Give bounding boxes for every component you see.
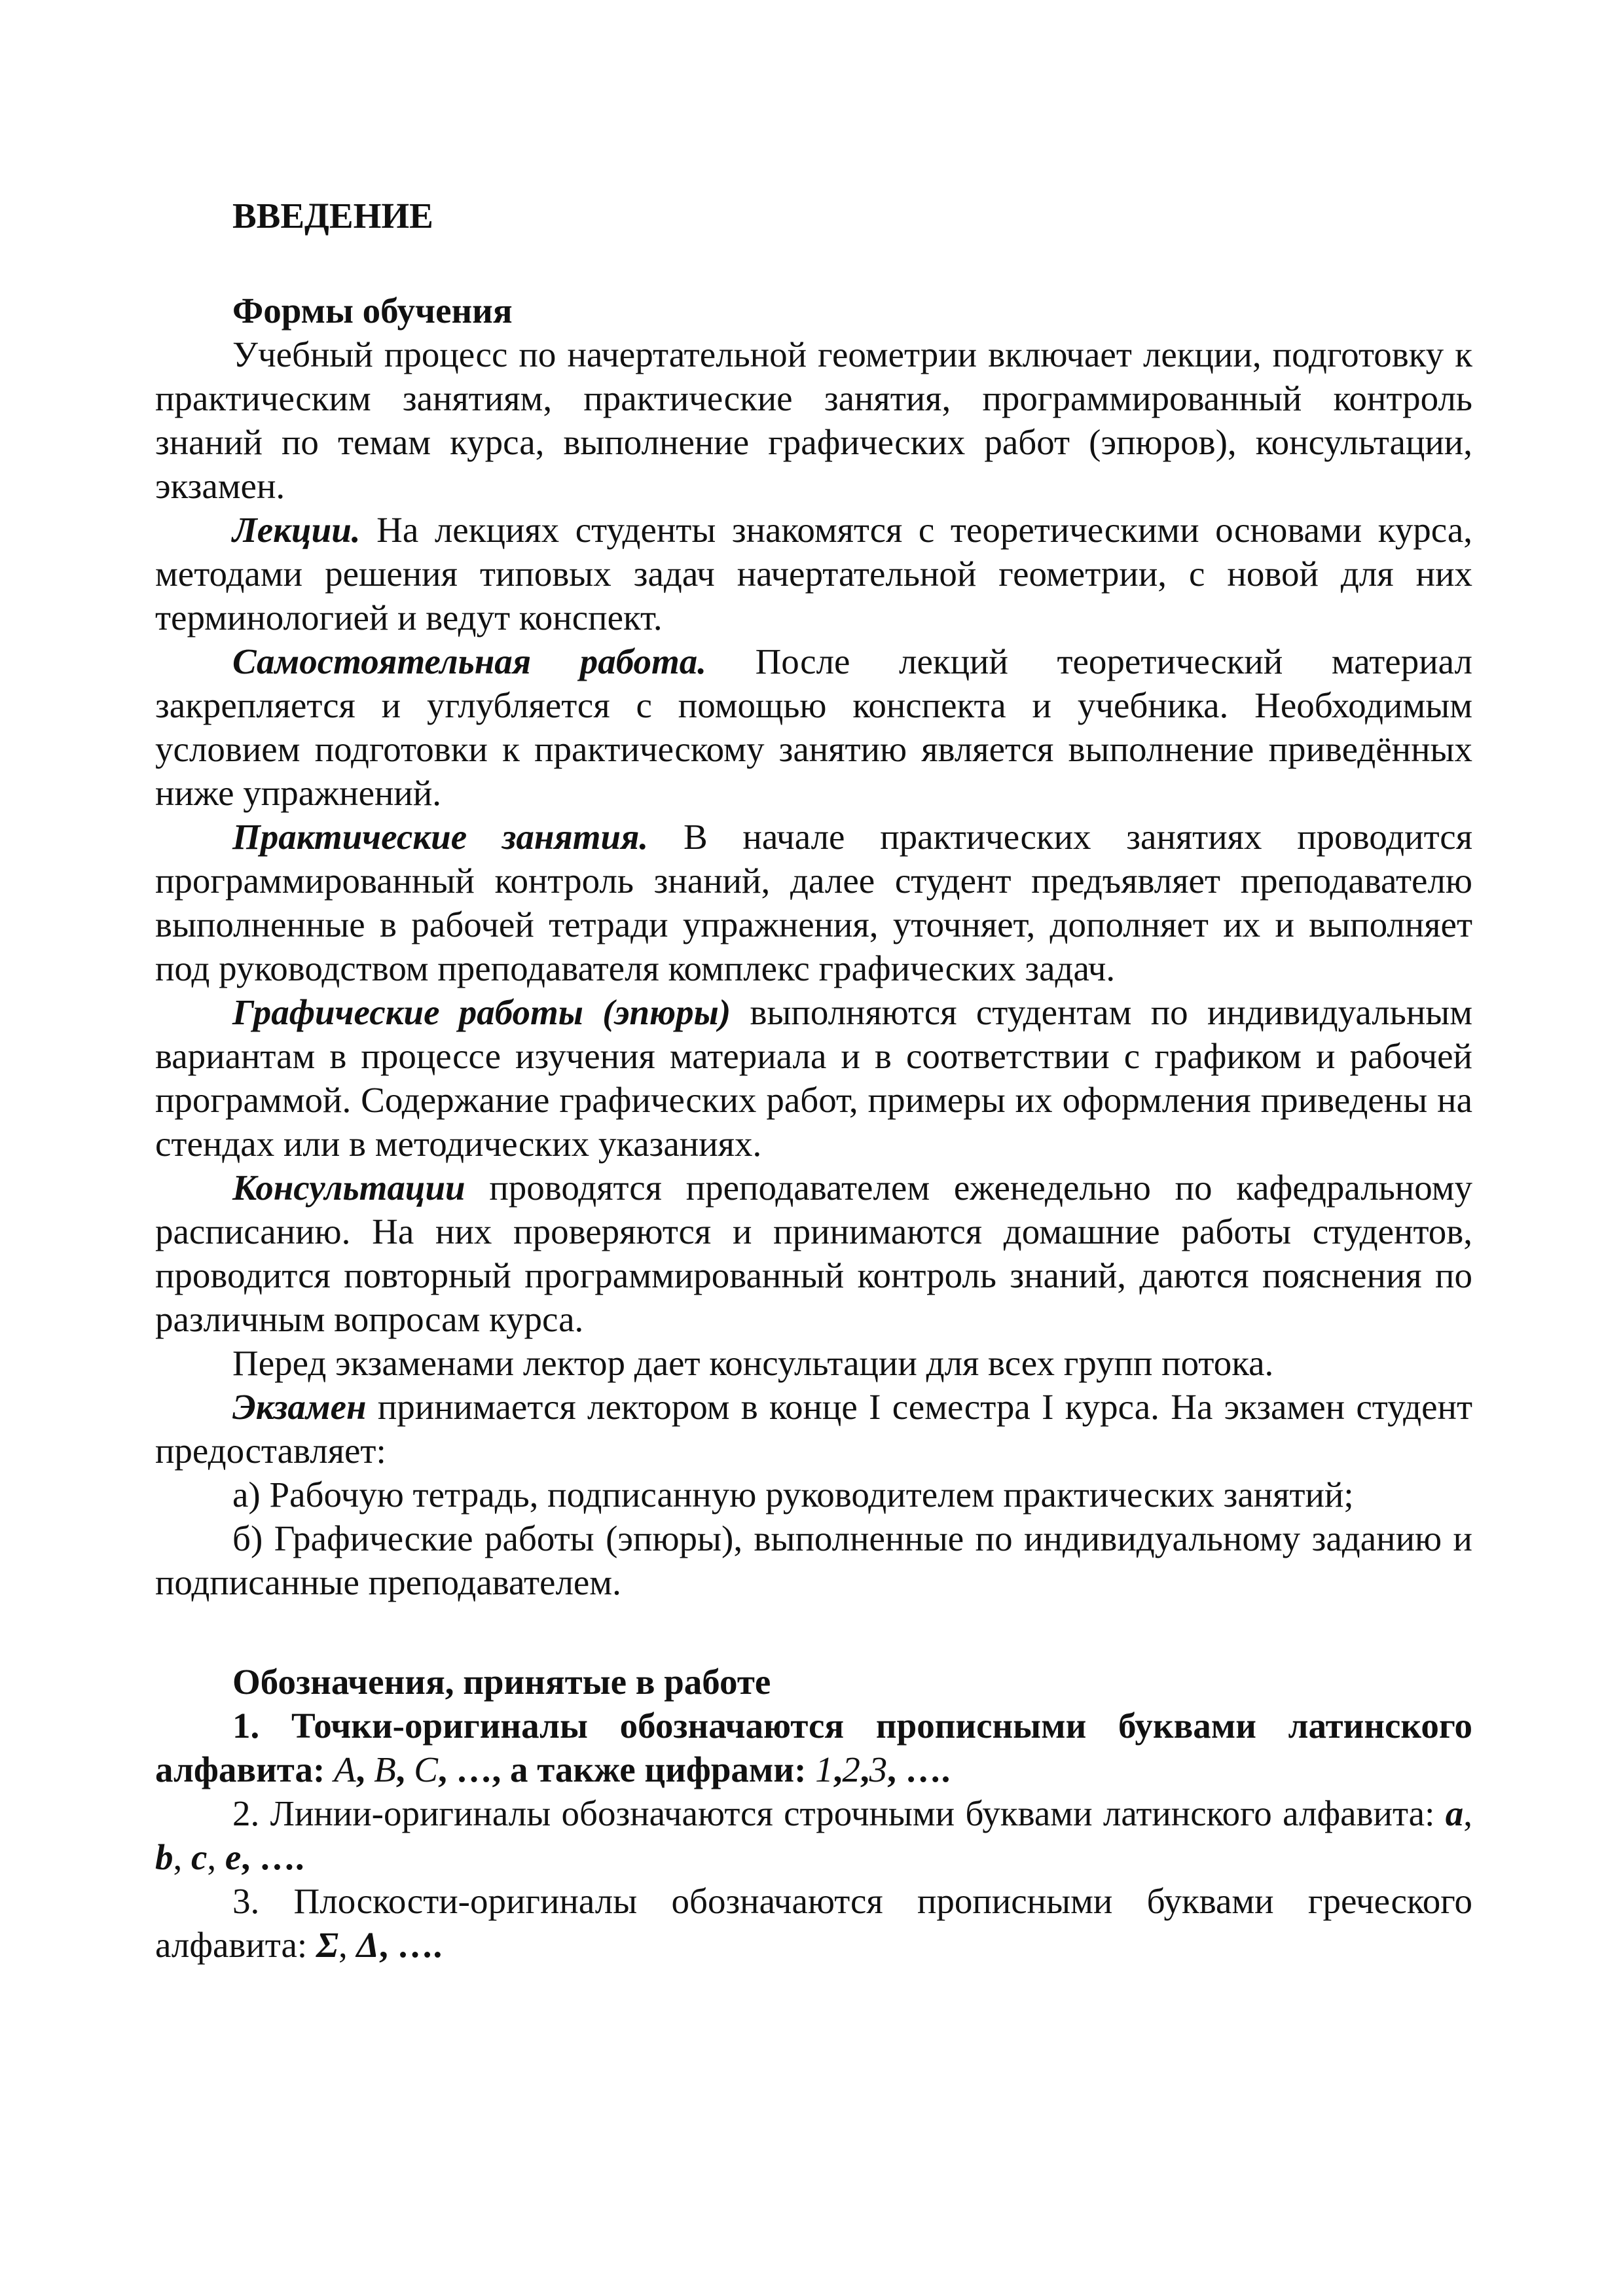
paragraph-lectures: [155, 508, 1472, 639]
notation-item-1: 1. Точки-оригиналы обозначаются прописными буквами латинского алфавита: A, B, C, …, а также цифрами: 1,2,3, ….: [155, 1706, 1472, 1789]
digit-2: 2: [842, 1749, 860, 1789]
term-lectures: Лекции.: [232, 510, 361, 550]
notation-item-1-text: 1. Точки-оригиналы обозначаются прописными буквами латинского алфавита:: [155, 1706, 1472, 1789]
exam-item-b: б) Графические работы (эпюры), выполненные по индивидуальному заданию и подписанные преподавателем.: [155, 1518, 1472, 1602]
term-self-study: Самостоятельная работа.: [232, 641, 706, 681]
digit-3: 3: [869, 1749, 888, 1789]
letter-c-upper: C: [414, 1749, 438, 1789]
text-practice: В начале практических занятиях проводится программированный контроль знаний, далее студент предъявляет преподавателю выполненные в рабочей тетради упражнения, уточняет, дополняет их и выполняет под руководством преподавателя комплекс графических задач.: [155, 817, 1472, 988]
notation-item-1-mid: , …, а также цифрами:: [437, 1749, 816, 1789]
intro-paragraph: Учебный процесс по начертательной геометрии включает лекции, подготовку к практическим занятиям, практические занятия, программированный контроль знаний по темам курса, выполнение графических работ (эпюров), консультации, экзамен.: [155, 334, 1472, 506]
letter-a-lower: a: [1445, 1793, 1464, 1833]
exam-item-a: а) Рабочую тетрадь, подписанную руководителем практических занятий;: [232, 1475, 1354, 1515]
term-graphic-works: Графические работы (эпюры): [232, 992, 731, 1032]
page-title: ВВЕДЕНИЕ: [232, 196, 433, 236]
notation-item-1-tail: , ….: [887, 1749, 951, 1789]
letter-a-upper: A: [334, 1749, 356, 1789]
letter-b-lower: b: [155, 1837, 173, 1877]
notation-item-3-text: 3. Плоскости-оригиналы обозначаются прописными буквами греческого алфавита:: [155, 1881, 1472, 1965]
term-practice: Практические занятия.: [232, 817, 649, 857]
section-heading-forms: Формы обучения: [232, 291, 513, 331]
letter-c-lower: c: [191, 1837, 208, 1877]
notation-item-2-text: 2. Линии-оригиналы обозначаются строчными буквами латинского алфавита:: [232, 1793, 1446, 1833]
text-lectures: На лекциях студенты знакомятся с теоретическими основами курса, методами решения типовых задач начертательной геометрии, с новой для них терминологией и ведут конспект.: [155, 510, 1472, 637]
text-graphic-works: выполняются студентам по индивидуальным вариантам в процессе изучения материала и в соответствии с графиком и рабочей программой. Содержание графических работ, примеры их оформления приведены на стендах или в методических указаниях.: [155, 992, 1473, 1164]
term-exam: Экзамен: [232, 1387, 367, 1427]
letter-delta: Δ: [356, 1925, 379, 1965]
text-consultations: проводятся преподавателем еженедельно по кафедральному расписанию. На них проверяются и принимаются домашние работы студентов, проводится повторный программированный контроль знаний, даются пояснения по различным вопросам курса.: [155, 1168, 1472, 1339]
letter-e-lower: e: [225, 1837, 242, 1877]
text-exam: принимается лектором в конце I семестра I курса. На экзамен студент предоставляет:: [155, 1387, 1472, 1471]
paragraph-exam: [155, 1385, 1472, 1473]
paragraph-self-study: [155, 639, 1472, 815]
notation-item-2: 2. Линии-оригиналы обозначаются строчными буквами латинского алфавита: a, b, c, e, ….: [155, 1793, 1472, 1877]
notation-item-2-tail: , ….: [241, 1837, 304, 1877]
letter-sigma: Σ: [316, 1925, 339, 1965]
paragraph-graphic-works: [155, 990, 1472, 1166]
term-consultations: Консультации: [232, 1168, 465, 1208]
notation-item-3-tail: , ….: [379, 1925, 443, 1965]
paragraph-practice: [155, 815, 1472, 990]
section-heading-notation: Обозначения, принятые в работе: [232, 1662, 771, 1702]
text-self-study: После лекций теоретический материал закрепляется и углубляется с помощью конспекта и учебника. Необходимым условием подготовки к практическому занятию является выполнение приведённых ниже упражнений.: [155, 641, 1472, 813]
paragraph-before-exam: Перед экзаменами лектор дает консультации для всех групп потока.: [232, 1343, 1274, 1383]
digit-1: 1: [815, 1749, 833, 1789]
document-page: [155, 194, 1472, 1967]
paragraph-consultations: [155, 1166, 1472, 1341]
notation-item-3: 3. Плоскости-оригиналы обозначаются прописными буквами греческого алфавита: Σ, Δ, ….: [155, 1881, 1472, 1965]
letter-b-upper: B: [374, 1749, 396, 1789]
